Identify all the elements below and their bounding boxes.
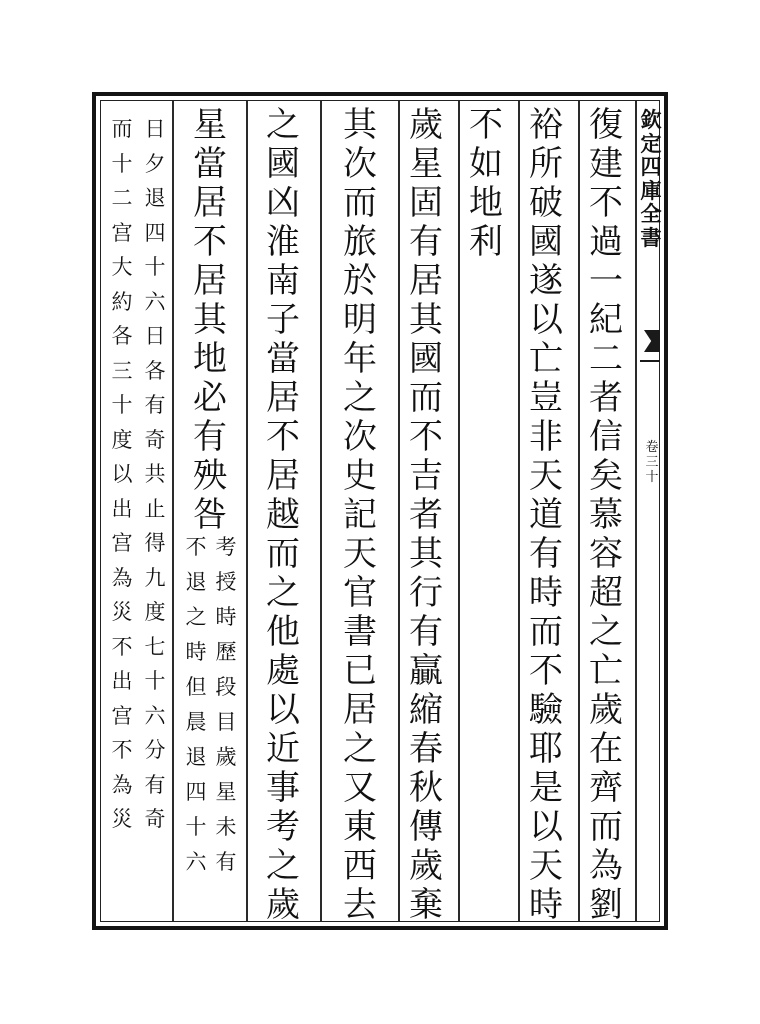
column-rule: [320, 101, 322, 921]
column-rule: [578, 101, 580, 921]
text-column-7: 星當居不居其地必有殃咎: [193, 105, 227, 535]
text-column-4: 歲星固有居其國而不吉者其行有贏縮春秋傳歲棄: [409, 105, 443, 925]
text-column-5: 其次而旅於明年之次史記天官書已居之又東西去: [343, 105, 377, 925]
volume-number: 卷三十: [645, 440, 659, 485]
column-rule: [172, 101, 174, 921]
column-rule: [398, 101, 400, 921]
text-column-3: 不如地利: [469, 105, 503, 262]
column-rule: [246, 101, 248, 921]
commentary-left-line: 不退之時但晨退四十六: [185, 535, 207, 874]
fishtail-divider: [640, 360, 660, 362]
text-column-6: 之國凶淮南子當居不居越而之他處以近事考之歲: [266, 105, 300, 925]
column-rule: [458, 101, 460, 921]
book-title: 欽定四庫全書: [640, 107, 662, 250]
column-rule: [518, 101, 520, 921]
commentary-right-line: 日夕退四十六日各有奇共止得九度七十六分有奇: [144, 117, 166, 831]
text-column-1: 復建不過一紀二者信矣慕容超之亡歲在齊而為劉: [589, 105, 623, 925]
commentary-right-line: 考授時歷段目歲星未有: [215, 535, 237, 874]
text-column-2: 裕所破國遂以亡豈非天道有時而不驗耶是以天時: [529, 105, 563, 925]
commentary-left-line: 而十二宫大約各三十度以出宫為災不出宫不為災: [111, 117, 133, 831]
